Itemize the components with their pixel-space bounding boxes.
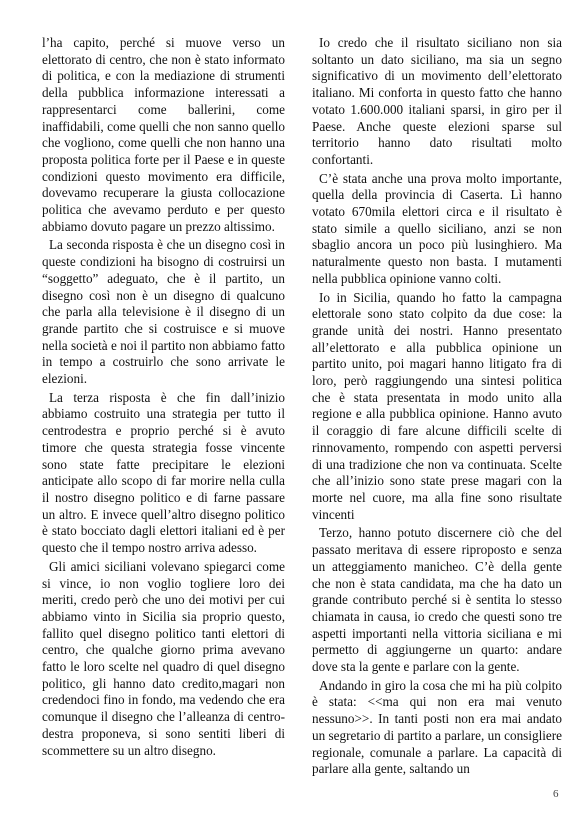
right-text-column [312, 35, 562, 780]
paragraph: Io in Sicilia, quando ho fatto la campagna elettorale sono stato colpito da due cose: la grande unità dei nostri. Hanno presentato all’elettorato e alla pubblica opinione un partito unito, poi magari hanno litigato fra di loro, però raggiungendo una sintesi politica che è stata presentata in modo unito alla regione e alla pubblica opinione. Hanno avuto il coraggio di fare alcune difficili scelte di rinnovamento, rompendo con aspetti perversi di una tradizione che non va continuata. Scelte che all’inizio sono state prese magari con la morte nel cuore, ma alla fine sono risultate vincenti [312, 289, 562, 522]
paragraph: Andando in giro la cosa che mi ha più colpito è stata: <<ma qui non era mai venuto nessuno>>. In tanti posti non era mai andato un segretario di partito a parlare, un consigliere regionale, comunale a parlare. La capacità di parlare alla gente, saltando un [312, 677, 562, 777]
paragraph: La terza risposta è che fin dall’inizio abbiamo costruito una strategia per tutto il centrodestra e proprio perché si è avuto timore che questa strategia fosse vincente sono state fatte precipitare le elezioni anticipate allo scopo di far morire nella culla il nostro disegno politico e di farne passare un altro. E invece quell’altro disegno politico è stato bocciato dagli elettori italiani ed è per questo che il tempo nostro arriva adesso. [42, 389, 285, 556]
page-number: 6 [553, 788, 559, 800]
paragraph: C’è stata anche una prova molto importante, quella della provincia di Caserta. Lì hanno votato 670mila elettori circa e il risultato è stato simile a quello siciliano, anzi se non sbaglio ancora un poco più lusinghiero. Ma naturalmente questo non basta. I mutamenti nella pubblica opinione vanno colti. [312, 170, 562, 286]
paragraph: Gli amici siciliani volevano spiegarci come si vince, io non voglio togliere loro dei meriti, credo però che uno dei motivi per cui abbiamo vinto in Sicilia sia proprio questo, fallito quel disegno politico tanti elettori di centro, che qualche giorno prima avevano fatto le loro scelte nel quadro di quel disegno politico, gli hanno dato credito,magari non credendoci fino in fondo, ma vedendo che era comunque il disegno che l’alleanza di centro-destra proponeva, si sono sentiti liberi di scommettere su un altro disegno. [42, 558, 285, 758]
paragraph: La seconda risposta è che un disegno così in queste condizioni ha bisogno di costruirsi un “soggetto” adeguato, che è il partito, un disegno così non è un disegno di qualcuno che parla alla televisione è il disegno di un grande partito che si costruisce e si muove nella società e noi il partito non abbiamo fatto in tempo a costruirlo che sono arrivate le elezioni. [42, 237, 285, 387]
paragraph: Io credo che il risultato siciliano non sia soltanto un dato siciliano, ma sia un segno significativo di un movimento dell’elettorato italiano. Mi conforta in questo fatto che hanno votato 1.600.000 italiani sparsi, in giro per il Paese. Anche queste elezioni sparse sul territorio hanno dato risultati molto confortanti. [312, 35, 562, 167]
paragraph: l’ha capito, perché si muove verso un elettorato di centro, che non è stato informato di politica, e con la mediazione di strumenti della pubblica informazione interessati a rappresentarci come ballerini, come inaffidabili, come quelli che non sanno quello che vogliono, come quelli che non hanno una proposta politica forte per il Paese e in queste condizioni questo movimento era difficile, dovevamo recuperare la giusta collocazione politica che avevamo perduto e per questo abbiamo dovuto pagare un prezzo altissimo. [42, 35, 285, 234]
paragraph: Terzo, hanno potuto discernere ciò che del passato meritava di essere riproposto e senza un atteggiamento manicheo. C’è della gente che non è stata candidata, ma che ha dato un grande contributo perché si è sentita lo stesso chiamata in causa, io credo che questi sono tre aspetti importanti nella vittoria siciliana e mi permetto di aggiungerne un quarto: andare dove sta la gente e parlare con la gente. [312, 525, 562, 675]
left-text-column [42, 35, 285, 761]
